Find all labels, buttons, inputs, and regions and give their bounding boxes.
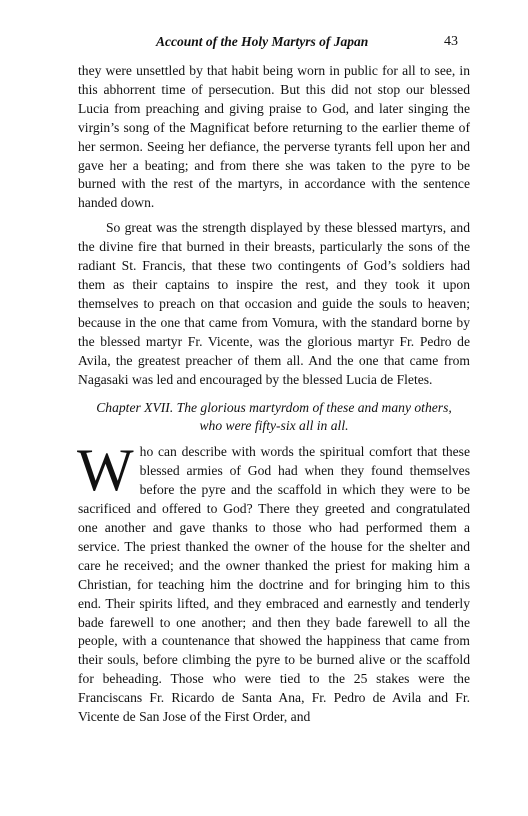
book-page	[78, 32, 470, 727]
running-header	[78, 32, 470, 54]
chapter-heading: Chapter XVII. The glorious martyrdom of these and many others, who were fifty-six all in all.	[96, 400, 452, 434]
body-paragraph-3-text: ho can describe with words the spiritual comfort that these blessed armies of God had when they found themselves before the pyre and the scaffold in which they were to be sacrificed and offered to God? There they greeted and congratulated one another and gave thanks to those who had performed them a service. The priest thanked the owner of the house for the shelter and care he received; and the owner thanked the priest for making him a Christian, for teaching him the doctrine and for bringing him to this end. Their spirits lifted, and they embraced and earnestly and tenderly bade farewell to one another; and then they bade farewell to all the people, with a countenance that showed the happiness that came from their souls, before climbing the pyre to be burned alive or the scaffold for beheading. Those who were tied to the 25 stakes were the Franciscans Fr. Ricardo de Santa Ana, Fr. Pedro de Avila and Fr. Vicente de San Jose of the First Order, and	[78, 444, 470, 725]
body-paragraph-1: they were unsettled by that habit being worn in public for all to see, in this abhorrent time of persecution. But this did not stop our blessed Lucia from preaching and giving praise to God, and later singing the virgin’s song of the Magnificat before returning to the earlier theme of her sermon. Seeing her defiance, the perverse tyrants fell upon her and gave her a beating; and from there she was taken to the pyre to be burned with the rest of the martyrs, in accordance with the sentence handed down.	[78, 63, 470, 211]
page-number: 43	[444, 34, 458, 49]
body-paragraph-2: So great was the strength displayed by these blessed martyrs, and the divine fire that burned in their breasts, particularly the sons of the radiant St. Francis, that these two contingents of God’s soldiers had them as their captains to inspire the rest, and they took it upon themselves to preach on that occasion and guide the souls to heaven; because in the one that came from Vomura, with the standard borne by the blessed martyr Fr. Vicente, was the glorious martyr Fr. Pedro de Avila, the greatest preacher of them all. And the one that came from Nagasaki was led and encouraged by the blessed Lucia de Fletes.	[78, 220, 470, 387]
drop-cap: W	[77, 437, 134, 504]
running-title: Account of the Holy Martyrs of Japan	[156, 34, 369, 49]
body-paragraph-3	[77, 437, 470, 727]
